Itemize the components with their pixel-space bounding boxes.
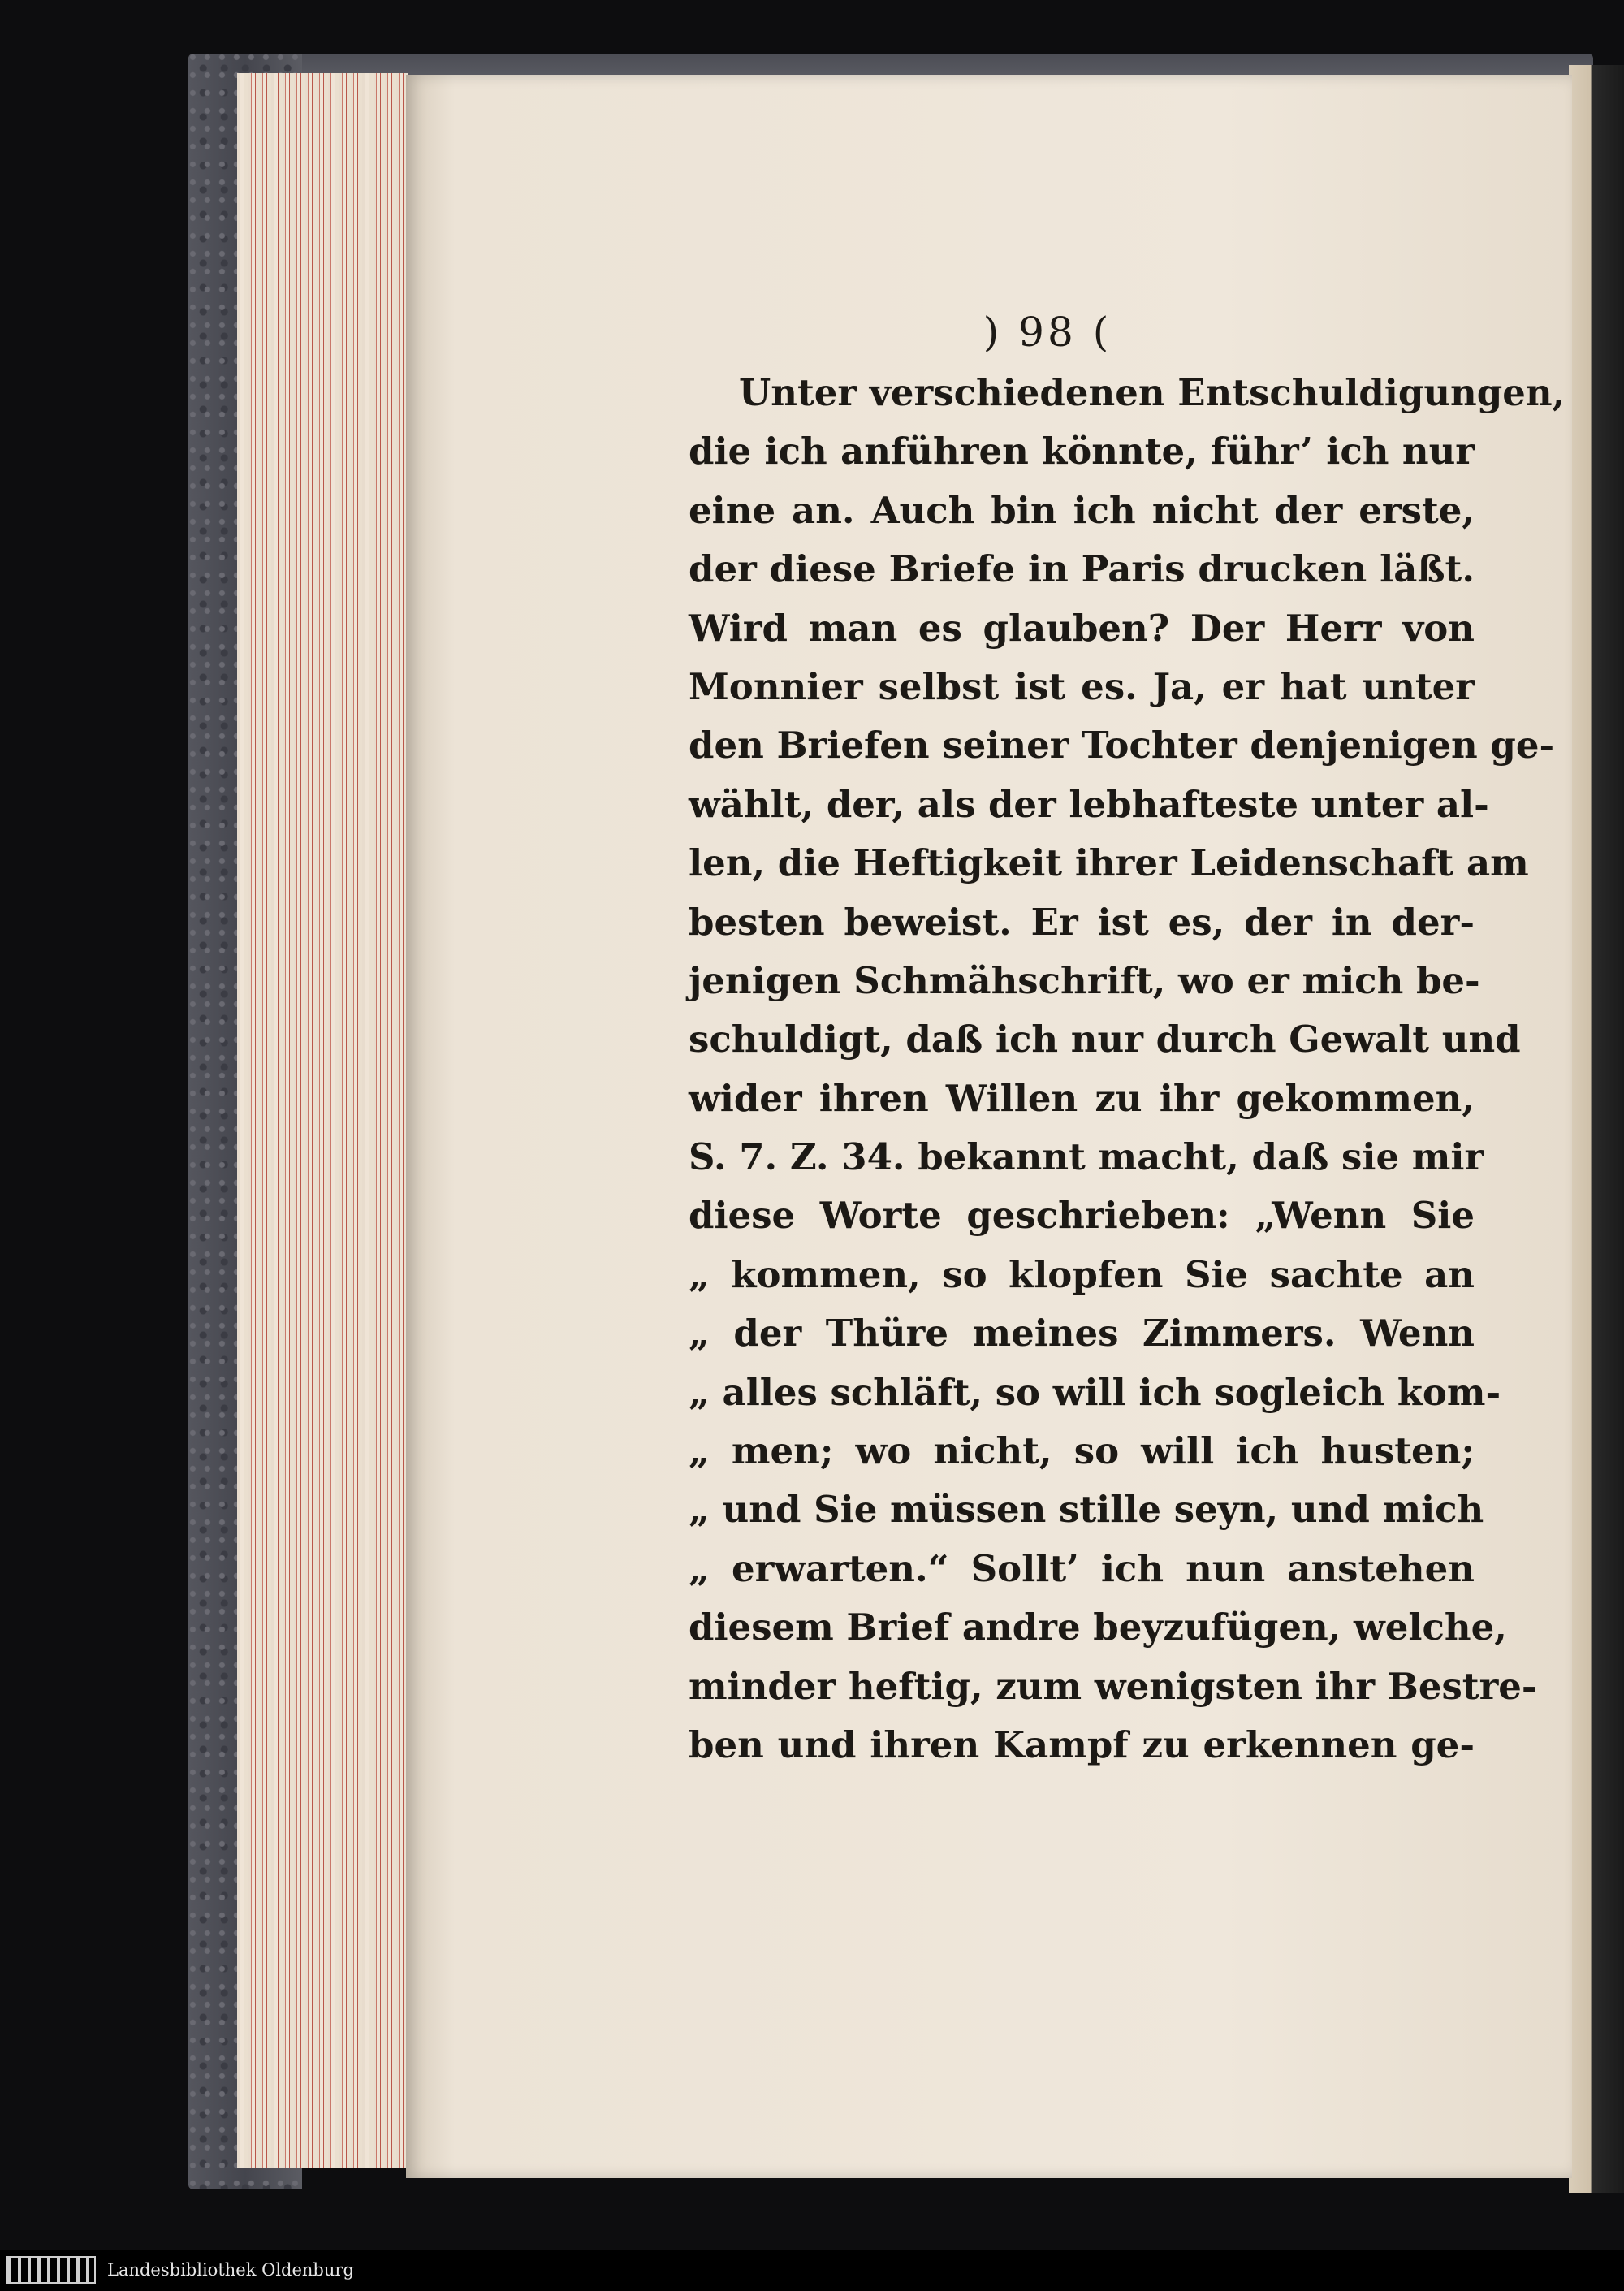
text-line: den Briefen seiner Tochter denjenigen ge- bbox=[689, 724, 1555, 767]
footer-bar bbox=[0, 2250, 1624, 2291]
page-number-header: ) 98 ( bbox=[983, 309, 1112, 356]
text-line: eine an. Auch bin ich nicht der erste, bbox=[689, 488, 1475, 532]
text-line: wider ihren Willen zu ihr gekommen, bbox=[689, 1076, 1475, 1120]
text-line: „ alles schläft, so will ich sogleich kom- bbox=[689, 1370, 1501, 1414]
text-line: der diese Briefe in Paris drucken läßt. bbox=[689, 547, 1475, 591]
text-line: Wird man es glauben? Der Herr von bbox=[689, 606, 1475, 650]
text-line: minder heftig, zum wenigsten ihr Bestre- bbox=[689, 1664, 1537, 1708]
text-line: ben und ihren Kampf zu erkennen ge- bbox=[689, 1723, 1475, 1766]
text-line: „ der Thüre meines Zimmers. Wenn bbox=[689, 1312, 1475, 1355]
text-line: „ erwarten.“ Sollt’ ich nun anstehen bbox=[689, 1546, 1475, 1590]
text-line: die ich anführen könnte, führ’ ich nur bbox=[689, 430, 1475, 473]
text-line: Monnier selbst ist es. Ja, er hat unter bbox=[689, 664, 1475, 708]
text-line: Unter verschiedenen Entschuldigungen, bbox=[739, 371, 1566, 414]
text-line: diesem Brief andre beyzufügen, welche, bbox=[689, 1606, 1507, 1649]
page-text bbox=[689, 364, 1566, 1774]
text-line: schuldigt, daß ich nur durch Gewalt und bbox=[689, 1018, 1521, 1061]
text-line: jenigen Schmähschrift, wo er mich be- bbox=[689, 958, 1480, 1002]
text-line: diese Worte geschrieben: „Wenn Sie bbox=[689, 1194, 1475, 1238]
library-name[interactable]: Landesbibliothek Oldenburg bbox=[107, 2260, 354, 2280]
library-logo-icon bbox=[6, 2256, 96, 2284]
text-line: „ und Sie müssen stille seyn, und mich bbox=[689, 1488, 1484, 1532]
page-edges bbox=[237, 73, 408, 2168]
next-page-edge bbox=[1569, 65, 1624, 2193]
text-line: besten beweist. Er ist es, der in der- bbox=[689, 900, 1475, 944]
text-line: len, die Heftigkeit ihrer Leidenschaft am bbox=[689, 841, 1529, 885]
text-line: S. 7. Z. 34. bekannt macht, daß sie mir bbox=[689, 1135, 1484, 1179]
text-line: „ men; wo nicht, so will ich husten; bbox=[689, 1429, 1475, 1473]
text-line: wählt, der, als der lebhafteste unter al- bbox=[689, 782, 1489, 826]
text-line: „ kommen, so klopfen Sie sachte an bbox=[689, 1252, 1475, 1296]
